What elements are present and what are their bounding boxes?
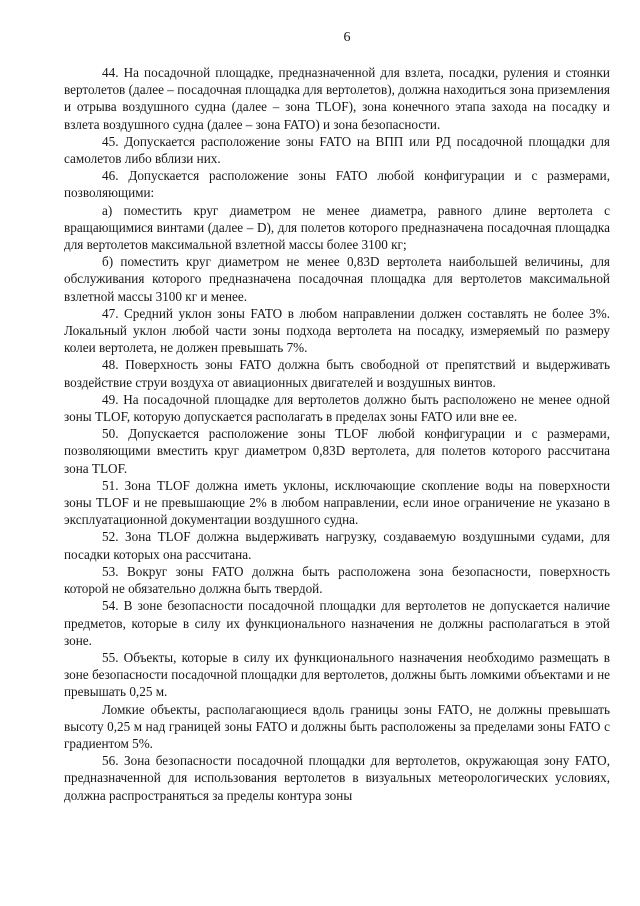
paragraph-46: 46. Допускается расположение зоны FATO любой конфигурации и с размерами, позволяющими:: [64, 168, 610, 201]
paragraph-45: 45. Допускается расположение зоны FATO на ВПП или РД посадочной площадки для самолетов либо вблизи них.: [64, 133, 610, 167]
paragraph-48: 48. Поверхность зоны FATO должна быть свободной от препятствий и выдерживать воздействие струи воздуха от авиационных двигателей и воздушных винтов.: [64, 357, 610, 390]
paragraph-56: 56. Зона безопасности посадочной площадки для вертолетов, окружающая зону FATO, предназначенной для использования вертолетов в визуальных метеорологических условиях, должна распространяться за пределы контура зоны: [64, 753, 610, 803]
paragraph-55: 55. Объекты, которые в силу их функционального назначения необходимо размещать в зоне безопасности посадочной площадки для вертолетов, должны быть ломкими объектами и не превышать 0,25 м.: [64, 649, 610, 700]
paragraph-52: 52. Зона TLOF должна выдерживать нагрузку, создаваемую воздушными судами, для посадки которых она рассчитана.: [64, 529, 610, 562]
paragraph-51: 51. Зона TLOF должна иметь уклоны, исключающие скопление воды на поверхности зоны TLOF и не превышающие 2% в любом направлении, если иное ограничение не указано в эксплуатационной документации воздушного судна.: [64, 477, 610, 528]
paragraph-47: 47. Средний уклон зоны FATO в любом направлении должен составлять не более 3%. Локальный уклон любой части зоны подхода вертолета на посадку, измеряемый по размеру колеи вертолета, не должен превышать 7%.: [64, 305, 610, 356]
paragraph-44: 44. На посадочной площадке, предназначенной для взлета, посадки, руления и стоянки вертолетов (далее – посадочная площадка для вертолетов), должна находиться зона приземления и отрыва воздушного судна (далее – зона TLOF), зона конечного этапа захода на посадку и взлета воздушного судна (далее – зона FATO) и зона безопасности.: [64, 65, 610, 132]
paragraph-49: 49. На посадочной площадке для вертолетов должно быть расположено не менее одной зоны TLOF, которую допускается располагать в пределах зоны FATO или вне ее.: [64, 391, 610, 425]
paragraph-54: 54. В зоне безопасности посадочной площадки для вертолетов не допускается наличие предметов, которые в силу их функционального назначения не должны располагаться в этой зоне.: [64, 598, 610, 648]
paragraph-50: 50. Допускается расположение зоны TLOF любой конфигурации и с размерами, позволяющими вместить круг диаметром 0,83D вертолета, для полетов которого рассчитана зона TLOF.: [64, 426, 610, 476]
paragraph-46-b: б) поместить круг диаметром не менее 0,83D вертолета наибольшей величины, для обслуживания которого предназначена посадочная площадка для вертолетов максимальной взлетной массы 3100 кг и менее.: [64, 254, 610, 304]
paragraph-55-continued: Ломкие объекты, располагающиеся вдоль границы зоны FATO, не должны превышать высоту 0,25 м над границей зоны FATO и должны быть расположены за пределами зоны FATO с градиентом 5%.: [64, 701, 610, 751]
paragraph-46-a: а) поместить круг диаметром не менее диаметра, равного длине вертолета с вращающимися винтами (далее – D), для полетов которого предназначена посадочная площадка для вертолетов максимальной взлетной массы более 3100 кг;: [64, 202, 610, 253]
paragraph-53: 53. Вокруг зоны FATO должна быть расположена зона безопасности, поверхность которой не обязательно должна быть твердой.: [64, 563, 610, 597]
page-number: 6: [343, 30, 351, 45]
